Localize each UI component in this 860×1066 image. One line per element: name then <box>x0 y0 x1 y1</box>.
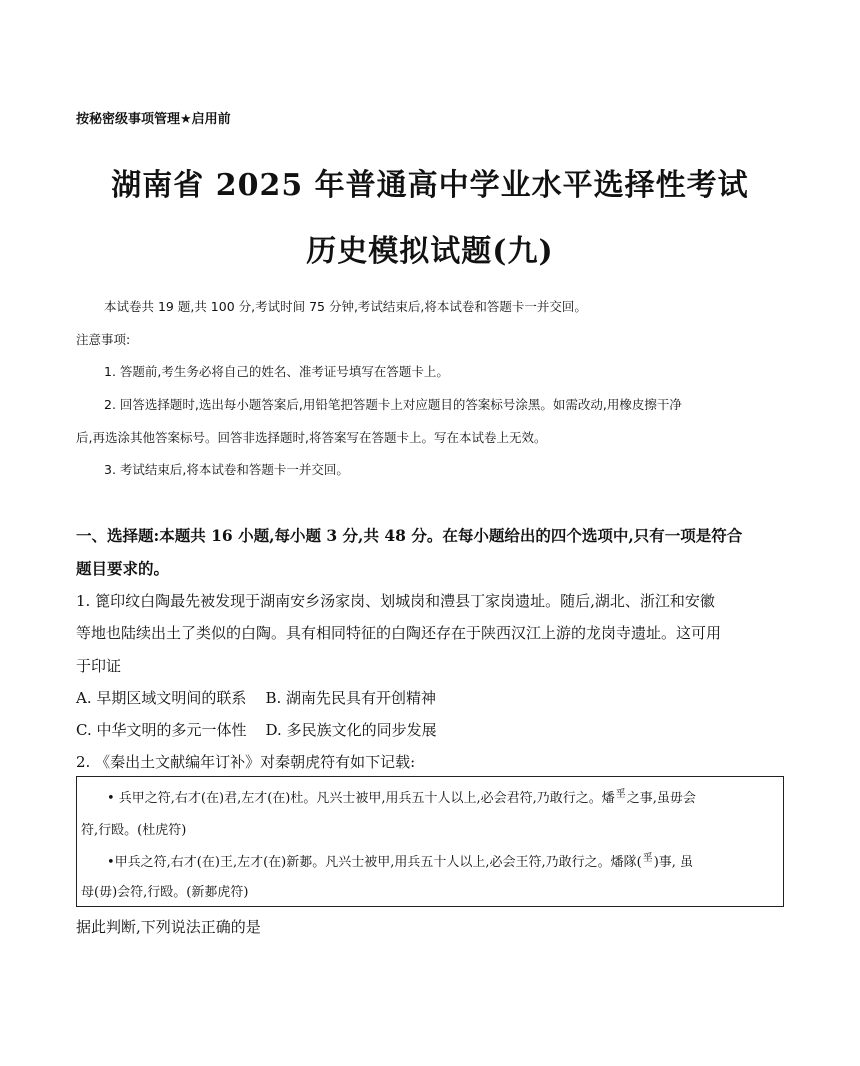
q2-stem: 2. 《秦出土文献编年订补》对秦朝虎符有如下记载: <box>76 753 416 771</box>
exam-intro: 本试卷共 19 题,共 100 分,考试时间 75 分钟,考试结束后,将本试卷和答题卡一并交回。 <box>104 299 587 314</box>
q1-stem: 1. 篦印纹白陶最先被发现于湖南安乡汤家岗、划城岗和澧县丁家岗遗址。随后,湖北、浙江和安徽 <box>76 592 715 610</box>
q2-conclusion: 据此判断,下列说法正确的是 <box>76 918 261 936</box>
quote-line-1: • 兵甲之符,右才(在)君,左才(在)杜。凡兴士被甲,用兵五十人以上,必会君符,乃敢行之。燔㸒之事,虽毋会 <box>107 787 696 806</box>
quote-line-2: 符,行殹。(杜虎符) <box>81 823 187 838</box>
quotation-box <box>76 776 784 907</box>
rare-character-glyph: 㸒 <box>615 789 626 800</box>
rare-character-glyph: 㸒 <box>642 853 653 864</box>
exam-subtitle: 历史模拟试题(九) <box>306 234 554 269</box>
exam-title: 湖南省 2025 年普通高中学业水平选择性考试 <box>111 168 749 203</box>
quote-line-4: 母(毋)会符,行殹。(新郪虎符) <box>81 885 249 900</box>
note-item-2-cont: 后,再选涂其他答案标号。回答非选择题时,将答案写在答题卡上。写在本试卷上无效。 <box>76 430 547 445</box>
q1-options-cd: C. 中华文明的多元一体性 D. 多民族文化的同步发展 <box>76 721 437 739</box>
q1-stem-line3: 于印证 <box>76 657 122 675</box>
note-item-1: 1. 答题前,考生务必将自己的姓名、准考证号填写在答题卡上。 <box>104 364 449 379</box>
notes-heading: 注意事项: <box>76 332 131 347</box>
secret-level-note: 按秘密级事项管理★启用前 <box>76 112 231 127</box>
q1-options-ab: A. 早期区域文明间的联系 B. 湖南先民具有开创精神 <box>76 689 437 707</box>
section-heading: 一、选择题:本题共 16 小题,每小题 3 分,共 48 分。在每小题给出的四个选项中,只有一项是符合 <box>76 526 743 545</box>
quote-line-3: •甲兵之符,右才(在)王,左才(在)新郪。凡兴士被甲,用兵五十人以上,必会王符,乃敢行之。燔隊(㸒)事, 虽 <box>107 851 693 870</box>
q1-stem-line2: 等地也陆续出土了类似的白陶。具有相同特征的白陶还存在于陕西汉江上游的龙岗寺遗址。这可用 <box>76 624 722 642</box>
note-item-3: 3. 考试结束后,将本试卷和答题卡一并交回。 <box>104 462 349 477</box>
section-heading-cont: 题目要求的。 <box>76 559 170 578</box>
note-item-2: 2. 回答选择题时,选出每小题答案后,用铅笔把答题卡上对应题目的答案标号涂黑。如需改动,用橡皮擦干净 <box>104 397 682 412</box>
